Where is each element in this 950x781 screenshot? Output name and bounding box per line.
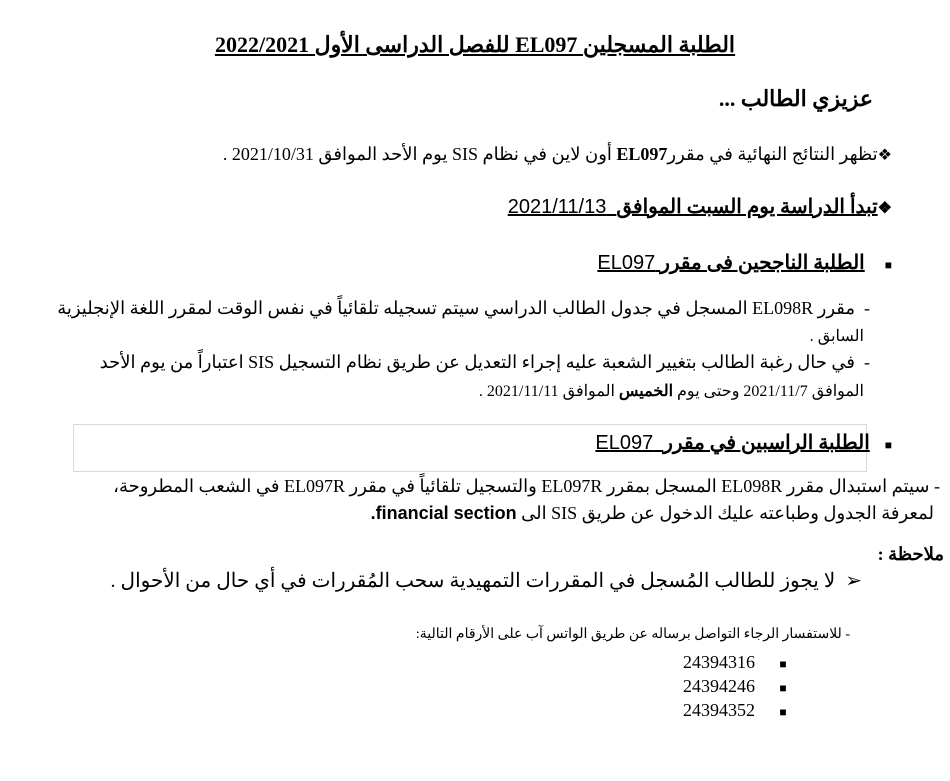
- phone-number: 24394246: [683, 676, 755, 696]
- contact-intro: - للاستفسار الرجاء التواصل برساله عن طريق الواتس آب على الأرقام التالية:: [415, 627, 850, 642]
- phone-number: 24394352: [683, 700, 755, 720]
- title-suffix: للفصل الدراسى الأول 2022/2021: [214, 32, 510, 57]
- dash-bullet-icon: -: [864, 298, 870, 318]
- failed-line-1: - سيتم استبدال مقرر EL098R المسجل بمقرر EL097R والتسجيل تلقائياً في مقرر EL097R في الشعب المطروحة،: [113, 476, 940, 496]
- failed-heading: [595, 430, 892, 455]
- square-bullet-icon: ■: [884, 258, 892, 272]
- results-text-pre: تظهر النتائج النهائية في مقرر: [667, 144, 878, 164]
- dash-bullet-icon: -: [864, 352, 870, 372]
- page-title: [0, 32, 950, 58]
- results-text-post: أون لاين في نظام SIS يوم الأحد الموافق 2021/10/31 .: [222, 144, 612, 164]
- results-course-code: EL097: [616, 144, 668, 164]
- failed-line-2: لمعرفة الجدول وطباعته عليك الدخول عن طريق SIS الى financial section.: [370, 503, 934, 523]
- start-date-value: 2021/11/13: [507, 196, 607, 218]
- passed-item-1-cont: السابق .: [809, 328, 864, 345]
- title-prefix: الطلبة المسجلين: [582, 32, 736, 57]
- square-bullet-icon: ■: [884, 438, 892, 452]
- start-date-text: تبدأ الدراسة يوم السبت الموافق 2021/11/13: [507, 196, 878, 218]
- phone-item: [683, 676, 803, 697]
- note-text: لا يجوز للطالب المُسجل في المقررات التمهيدية سحب المُقررات في أي حال من الأحوال .: [110, 570, 836, 592]
- arrow-bullet-icon: ➢: [845, 570, 862, 592]
- note-heading: ملاحظة :: [877, 544, 944, 564]
- start-date-bullet: [508, 194, 892, 219]
- note-item: [111, 568, 862, 593]
- greeting: عزيزي الطالب ...: [718, 86, 873, 111]
- passed-course-code: EL097: [597, 252, 656, 274]
- phone-item: [683, 652, 803, 673]
- diamond-bullet-icon: ❖: [877, 200, 892, 217]
- phone-item: [683, 700, 803, 721]
- failed-heading-text: الطلبة الراسبين في مقرر: [663, 432, 870, 454]
- square-bullet-icon: ■: [779, 657, 787, 671]
- passed-item-1: - مقرر EL098R المسجل في جدول الطالب الدراسي سيتم تسجيله تلقائياً في نفس الوقت لمقرر اللغة الإنجليزية: [57, 298, 870, 318]
- phone-number: 24394316: [683, 652, 755, 672]
- title-code: EL097: [515, 32, 578, 57]
- square-bullet-icon: ■: [779, 681, 787, 695]
- square-bullet-icon: ■: [779, 705, 787, 719]
- failed-course-code: EL097: [595, 432, 654, 454]
- diamond-bullet-icon: ❖: [877, 147, 892, 164]
- passed-heading: [597, 250, 892, 275]
- passed-heading-text: الطلبة الناجحين فى مقرر: [660, 252, 865, 274]
- results-bullet: [223, 144, 892, 165]
- passed-item-2: - في حال رغبة الطالب بتغيير الشعبة عليه إجراء التعديل عن طريق نظام التسجيل SIS اعتباراً من يوم الأحد: [99, 352, 870, 372]
- passed-item-2-cont: الموافق 2021/11/7 وحتى يوم الخميس الموافق 2021/11/11 .: [478, 383, 864, 400]
